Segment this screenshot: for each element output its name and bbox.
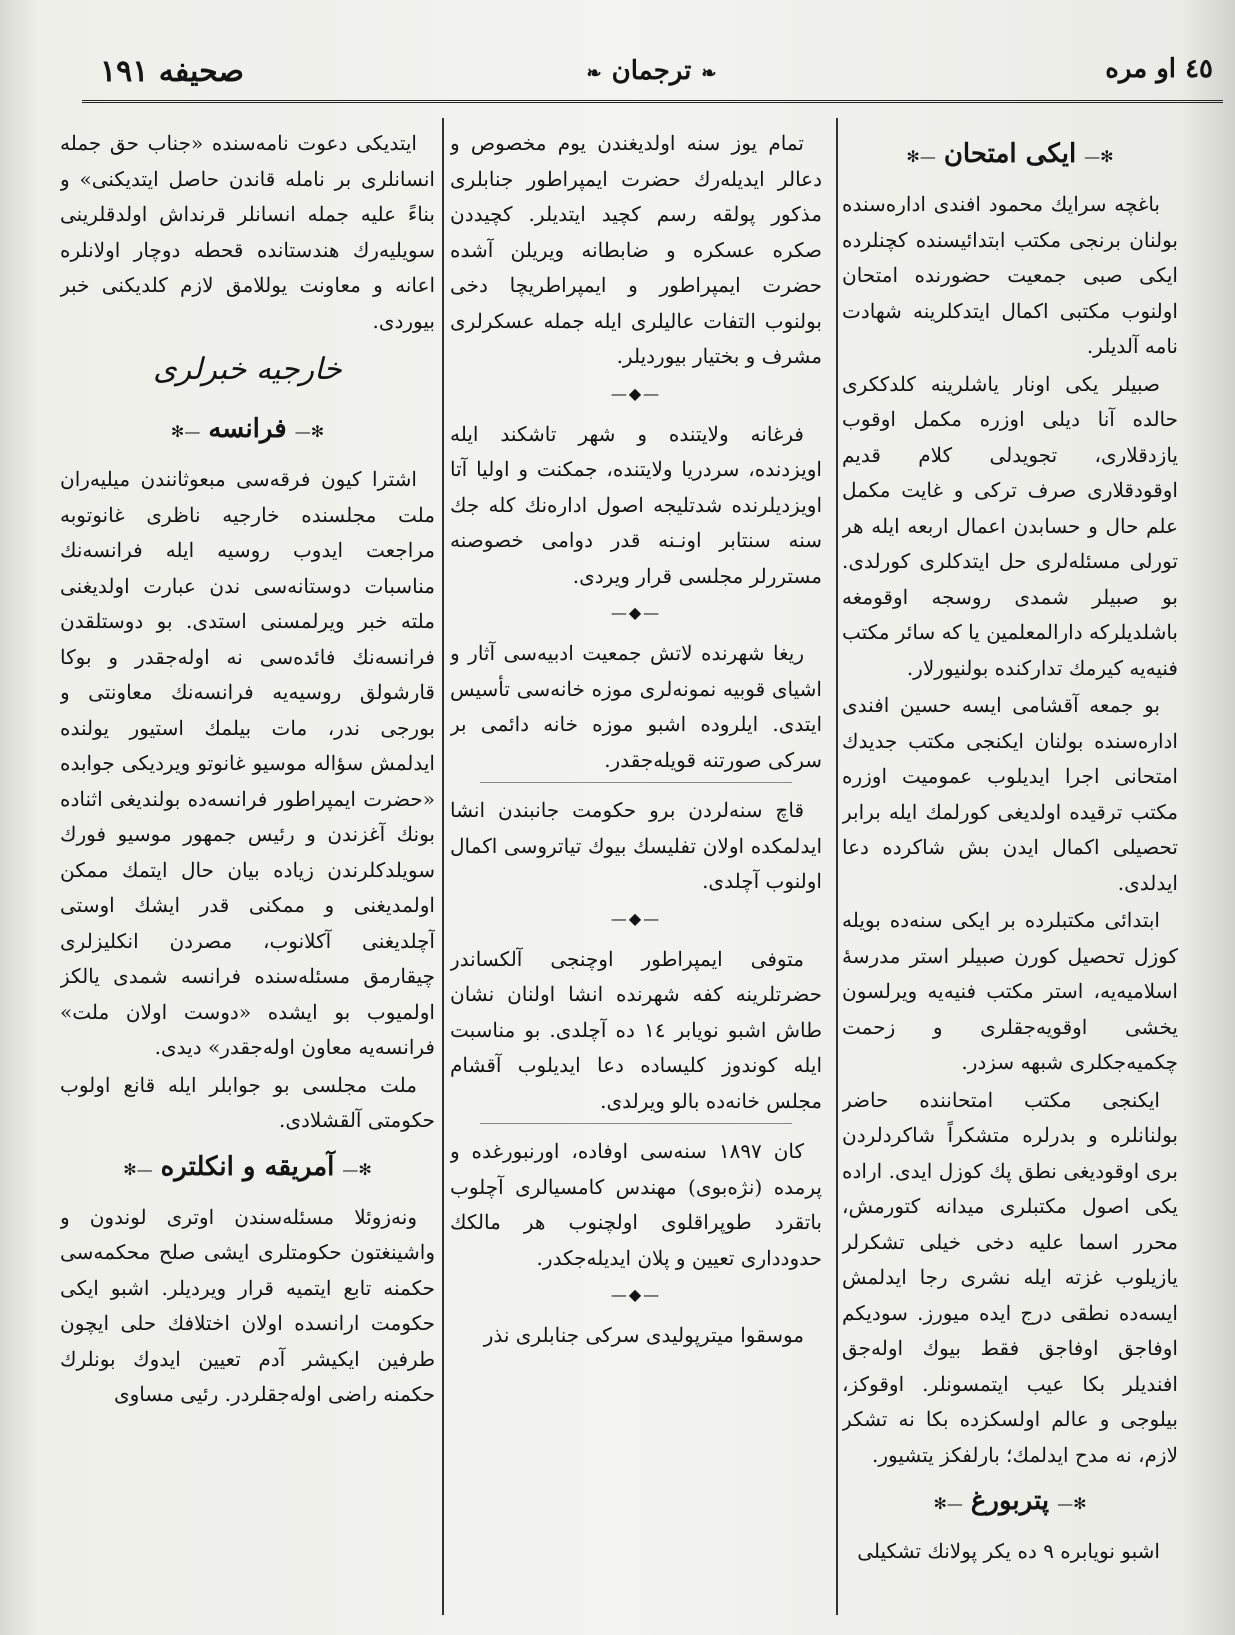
page-number: صحيفه ١٩١: [100, 54, 244, 89]
article-heading: ✻—ایکی امتحان—✻: [906, 139, 1114, 169]
ornament-icon: ✻—: [1084, 147, 1114, 166]
ornament-icon: —✻: [933, 1494, 963, 1513]
item-separator: [480, 1123, 792, 1124]
column-right: [842, 126, 1178, 1605]
column-left: [60, 126, 435, 1605]
news-item: فرغانه ولایتنده و شهر تاشکند ایله اویزدنده، سردریا ولایتنده، جمکنت و اولیا آتا اویزدیلرنده شدتلیجه اصول اداره‌نك کله جك سنه سنتابر اونـنه قدر دوامی خصوصنه مستررلر مجلسی قرار ویردی.: [450, 421, 822, 588]
article-heading: ✻—پتربورغ—✻: [933, 1486, 1087, 1516]
header-rule: [82, 100, 1223, 107]
ornament-icon: —✻: [906, 147, 936, 166]
issue-date: ٤٥ او مره: [1105, 54, 1213, 84]
item-separator: [480, 782, 792, 783]
article-paragraph: بو جمعه آقشامی ایسه حسین افندی اداره‌سنده بولنان ایکنجی مکتب جدیدك امتحانی اجرا ایدیلوب عمومیت اوزره مکتب ترقیده اولدیغی کورلمك ایله برابر تحصیلی اکمال ایدن بش شاکرده دعا ایدلدی.: [842, 693, 1178, 895]
divider-ornament: —◆—: [610, 1285, 662, 1304]
newspaper-masthead: [80, 56, 1223, 86]
ornament-icon: ❧: [701, 63, 717, 84]
article-paragraph: ملت مجلسی بو جوابلر ایله قانع اولوب حکومتی آلقشلادی.: [60, 1072, 435, 1132]
article-paragraph: ایکنجی مکتب امتحاننده حاضر بولنانلره و بدرلره متشکراً شاکردلردن بری اوقودیغی نطق پك کوزل ایدی. اراده یکی اصول مکتبلری میدانه کتورمش، محرر اسما علیه دخی خیلی تشکرلر یازیلوب غزته ایله نشری رجا ایدلمش ایسه‌ده نطقی درج ایده میورز. سودیکم اوفاجق اوفاجق فقط بیوك اوله‌جق افندیلر بکا عیب ایتمسونلر. اوقوکز، بیلوجی و عالم اولسکزده بکا نه تشکر لازم، نه مدح ایدلمك؛ بارلفکز یتشیور.: [842, 1087, 1178, 1467]
divider-ornament: —◆—: [610, 383, 662, 403]
ornament-icon: ❧: [586, 63, 602, 84]
article-paragraph: اشترا کیون فرقه‌سی مبعوثانندن میلیه‌ران ملت مجلسنده خارجیه ناظری غانوتوبه مراجعت ایدوب روسیه ایله فرانسه‌نك مناسبات دوستانه‌سی ندن عبارت اولدیغنی ملته خبر ویرلمسنی استدی. بو دوستلقدن فرانسه‌نك فائده‌سی نه اوله‌جقدر و بوکا قارشولق روسیه‌یه فرانسه‌نك معاونتی و بورجی ندر، مات بیلمك استیور یولنده ایدلمش سؤاله موسیو غانوتو ویردیکی جوابده «حضرت ایمپراطور فرانسه‌ده بولندیغی اثناده بونك آغزندن و رئیس جمهور موسیو فورك سویلدکلرندن زیاده بیان حال ایتمك ممکن اولمدیغنی و ممکنی قدر ایشك اوستی آچلدیغنی آکلانوب، مصردن انکلیزلری چیقارمق مسئله‌سنده فرانسه شمدی یالکز اولمیوب بو ایشده «دوست اولان ملت» فرانسه‌یه معاون اوله‌جقدر» دیدی.: [60, 467, 435, 1059]
news-item: متوفی ایمپراطور اوچنجی آلکساندر حضرتلرینه کفه شهرنده انشا اولنان نشان طاش اشبو نویابر ١٤ ده آچلدی. بو مناسبت ایله کوندوز کلیساده دعا ایدیلوب آقشام مجلس خانه‌ده بالو ویرلدی.: [450, 946, 822, 1113]
column-divider: [442, 118, 444, 1615]
article-paragraph: تمام یوز سنه اولدیغندن یوم مخصوص و دعالر ایدیله‌رك حضرت ایمپراطور جنابلری مذکور پولقه رسم کچید ایتدیلر. کچیددن صکره عسکره و ضابطانه ویریلن آشده حضرت ایمپراطور و ایمپراطریچا دخی بولنوب التفات عالیلری ایله جمله عسکرلری مشرف و بختیار بیوردیلر.: [450, 131, 822, 368]
divider-ornament: —◆—: [610, 908, 662, 928]
ornament-icon: ✻—: [1057, 1494, 1087, 1513]
ornament-icon: —✻: [170, 422, 201, 441]
article-heading: ✻—فرانسه—✻: [170, 414, 325, 444]
section-title: خارجیه خبرلری: [153, 352, 342, 387]
article-paragraph: صبیلر یکی اونار یاشلرینه کلدککری حالده آنا دیلی اوزره مکمل اوقوب یازدقلاری، تجویدلی کلام قدیم اوقودقلاری صرف ترکی و غایت مکمل علم حال و حسابدن اعمال اربعه ایله هر تورلی مسئله‌لری حل ایتدکلری کورلدی. بو صبیلر شمدی روسجه اوقومغه باشلدیلرکه دارالمعلمین یا که سائر مکتب فنیه‌یه کیرمك تدارکنده بولنیورلار.: [842, 371, 1178, 680]
news-item: موسقوا میترپولیدی سرکی جنابلری نذر: [483, 1323, 804, 1347]
article-heading: ✻—آمریقه و انکلتره—✻: [123, 1151, 372, 1182]
news-item: ریغا شهرنده لاتش جمعیت ادبیه‌سی آثار و اشیای قوبیه نمونه‌لری موزه خانه‌سی تأسیس ایتدی. ایلروده اشبو موزه خانه دائمی بر سرکی صورتنه قویله‌جقدر.: [450, 641, 822, 772]
ornament-icon: —✻: [123, 1159, 153, 1179]
article-paragraph: ایتدیکی دعوت نامه‌سنده «جناب حق جمله انسانلری بر نامله قاندن حاصل ایتدیکنی» و بناءً علیه جمله انسانلر قرنداش اولدقلرینی سویلیه‌رك هندستانده قحطه دوچار اولانلره اعانه و معاونت یوللامق لازم کلدیکنی خبر بیوردی.: [60, 131, 435, 333]
news-item: قاچ سنه‌لردن برو حکومت جانبندن انشا ایدلمکده اولان تفلیسك بیوك تیاتروسی اکمال اولنوب آچلدی.: [450, 798, 822, 893]
article-paragraph: ابتدائی مکتبلرده بر ایکی سنه‌ده بویله کوزل تحصیل کورن صبیلر استر مدرسهٔ اسلامیه‌یه، استر مکتب فنیه‌یه ویرلسون یخشی اوقویه‌جقلری و زحمت چکمیه‌جکلری شبهه سزدر.: [842, 908, 1178, 1074]
article-paragraph: اشبو نویابره ٩ ده یکر پولانك تشکیلی: [857, 1539, 1160, 1563]
article-paragraph: ونه‌زوئلا مسئله‌سندن اوتری لوندون و واشینغتون حکومتلری ایشی صلح محکمه‌سی حکمنه تابع ایتمیه قرار ویردیلر. اشبو ایکی حکومت ارانسده اولان اختلافك حلی ایچون طرفین ایکیشر آدم تعیین ایدوك بونلرك حکمنه راضی اوله‌جقلردر. رئیی مساوی: [60, 1204, 435, 1406]
ornament-icon: ✻—: [342, 1159, 372, 1179]
divider-ornament: —◆—: [610, 603, 662, 622]
article-paragraph: باغچه سرایك محمود افندی اداره‌سنده بولنان برنجی مکتب ابتدائیسنده کچنلرده ایکی صبی جمعیت حضورنده امتحان اولنوب مکتبی اکمال ایتدکلرینه شهادت نامه آلدیلر.: [842, 192, 1178, 358]
newspaper-title: ترجمان: [611, 56, 692, 86]
column-divider: [836, 118, 838, 1615]
ornament-icon: ✻—: [294, 422, 325, 441]
news-item: کان ١٨٩٧ سنه‌سی اوفاده، اورنبورغده و پرمده (نژه‌بوی) مهندس کامسیالری آچلوب باتقرد طوپراقلوی اولچنوب هر مالکك حدودداری تعیین و پلان ایدیله‌جکدر.: [450, 1139, 822, 1270]
column-middle: [450, 126, 822, 1605]
